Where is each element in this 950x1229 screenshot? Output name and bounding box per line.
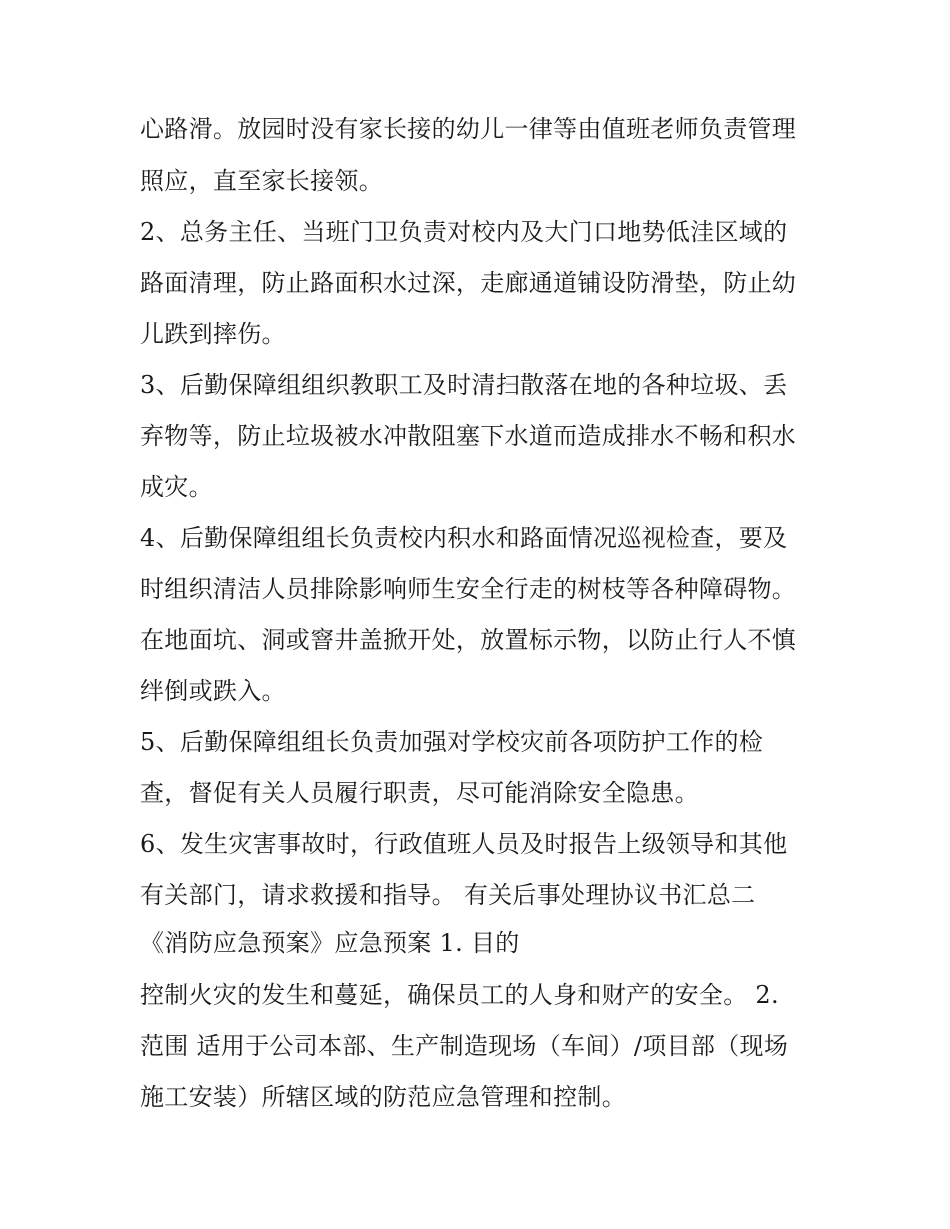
text-line-7: 弃物等，防止垃圾被水冲散阻塞下水道而造成排水不畅和积水 <box>140 422 797 450</box>
text-line-5: 儿跌到摔伤。 <box>140 320 286 348</box>
text-line-4: 路面清理，防止路面积水过深，走廊通道铺设防滑垫，防止幼 <box>140 269 797 297</box>
text-line-20: 施工安装）所辖区域的防范应急管理和控制。 <box>140 1083 626 1111</box>
text-line-14: 查，督促有关人员履行职责，尽可能消除安全隐患。 <box>140 779 699 807</box>
text-line-11: 在地面坑、洞或窨井盖掀开处，放置标示物，以防止行人不慎 <box>140 626 797 654</box>
text-line-3: 2、总务主任、当班门卫负责对校内及大门口地势低洼区域的 <box>140 218 788 246</box>
text-line-15: 6、发生灾害事故时，行政值班人员及时报告上级领导和其他 <box>140 830 788 858</box>
text-line-10: 时组织清洁人员排除影响师生安全行走的树枝等各种障碍物。 <box>140 575 797 603</box>
text-line-17: 《消防应急预案》应急预案 1. 目的 <box>140 929 520 957</box>
text-line-1: 心路滑。放园时没有家长接的幼儿一律等由值班老师负责管理 <box>140 115 797 143</box>
text-line-6: 3、后勤保障组组织教职工及时清扫散落在地的各种垃圾、丢 <box>140 371 788 399</box>
text-line-2: 照应，直至家长接领。 <box>140 167 383 195</box>
text-line-9: 4、后勤保障组组长负责校内积水和路面情况巡视检查，要及 <box>140 524 788 552</box>
text-line-16: 有关部门，请求救援和指导。 有关后事处理协议书汇总二 <box>140 881 756 909</box>
text-line-12: 绊倒或跌入。 <box>140 677 286 705</box>
text-line-13: 5、后勤保障组组长负责加强对学校灾前各项防护工作的检 <box>140 728 764 756</box>
text-line-19: 范围 适用于公司本部、生产制造现场（车间）/项目部（现场 <box>140 1032 789 1060</box>
text-line-8: 成灾。 <box>140 473 213 501</box>
text-line-18: 控制火灾的发生和蔓延，确保员工的人身和财产的安全。 2. <box>140 981 779 1009</box>
